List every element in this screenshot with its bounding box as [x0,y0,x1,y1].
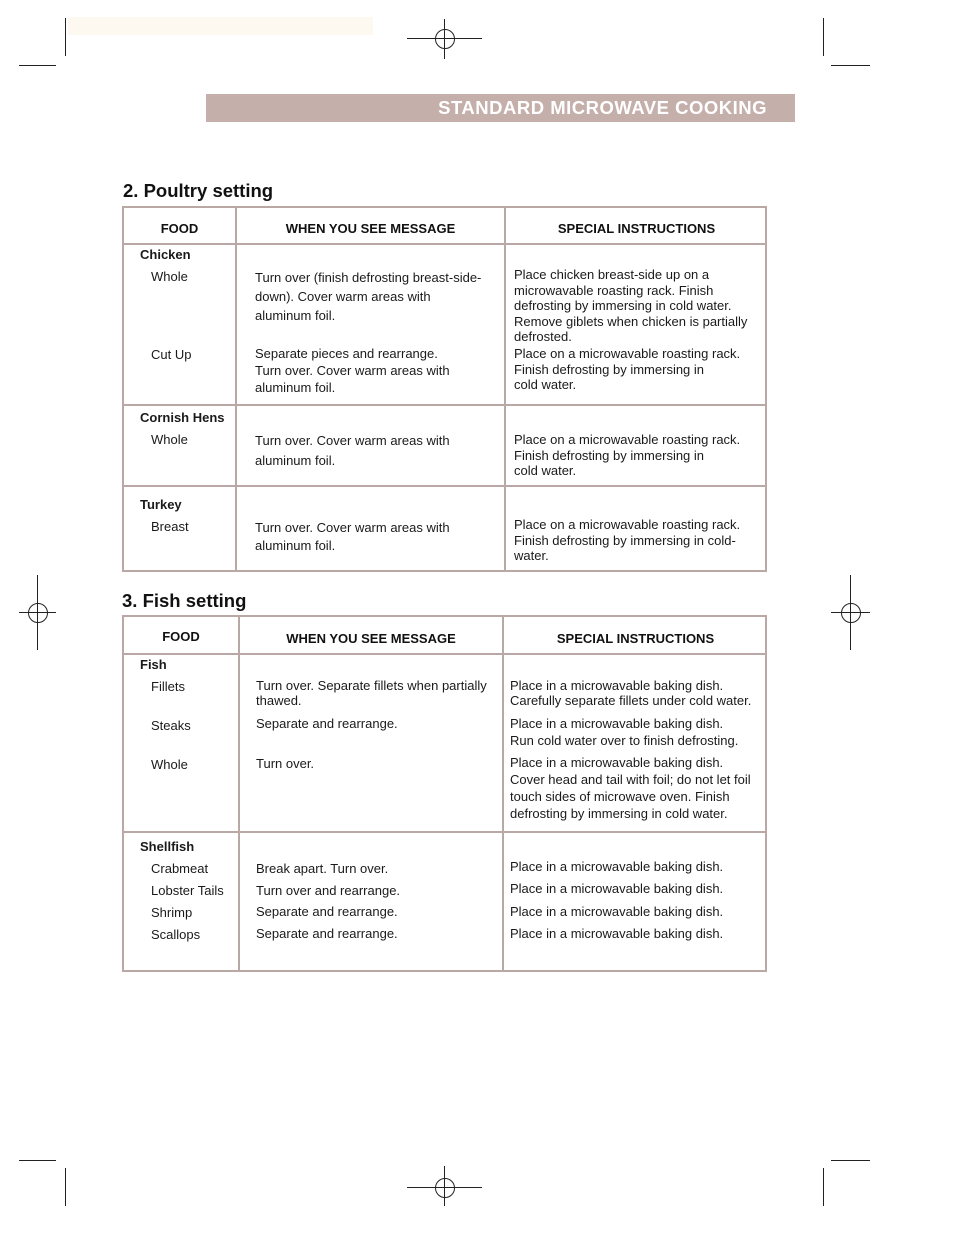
group-label-chicken: Chicken [140,247,191,262]
col-header-food: FOOD [160,221,199,236]
crop-mark [65,1168,66,1206]
instructions-cell: Place on a microwavable roasting rack. Finish defrosting by immersing in cold water. [514,346,741,393]
banner-title: STANDARD MICROWAVE COOKING [438,97,767,118]
food-item: Breast [151,519,189,534]
group-label-shellfish: Shellfish [140,839,195,854]
fish-table [122,615,767,972]
message-cell: Separate and rearrange. [256,904,398,919]
food-item: Lobster Tails [151,883,224,898]
section-banner [206,94,795,122]
background-tint [68,17,373,35]
message-cell: Break apart. Turn over. [256,861,389,876]
instructions-cell: Place on a microwavable roasting rack. Finish defrosting by immersing in cold water. [514,432,741,479]
crop-mark [823,18,824,56]
crop-mark [19,1160,56,1161]
crop-mark [823,1168,824,1206]
col-header-food: FOOD [162,629,200,644]
crop-mark [831,1160,870,1161]
instructions-cell: Place in a microwavable baking dish. [510,881,724,896]
food-item: Shrimp [151,905,193,920]
food-item: Crabmeat [151,861,209,876]
col-header-message: WHEN YOU SEE MESSAGE [285,221,456,236]
group-label-cornish-hens: Cornish Hens [140,410,225,425]
instructions-cell: Place in a microwavable baking dish. Carefully separate fillets under cold water. [510,678,752,708]
food-item: Whole [151,757,188,772]
message-cell: Turn over and rearrange. [256,883,401,898]
message-cell: Separate and rearrange. [256,926,398,941]
col-header-instructions: SPECIAL INSTRUCTIONS [556,631,715,646]
food-item: Scallops [151,927,201,942]
crop-mark [831,65,870,66]
message-cell: Turn over. Cover warm areas with aluminum foil. [255,433,450,468]
message-cell: Turn over. Separate fillets when partially thawed. [256,678,487,708]
crop-mark [65,18,66,56]
message-cell: Separate and rearrange. [256,716,398,731]
message-cell: Turn over (finish defrosting breast-side- down). Cover warm areas with aluminum foil. [255,270,482,323]
poultry-table [122,206,767,572]
instructions-cell: Place chicken breast-side up on a microwavable roasting rack. Finish defrosting by immersing in cold water. Remove giblets when chicken is partially defrosted. [514,267,748,345]
group-label-turkey: Turkey [140,497,182,512]
food-item: Whole [151,269,188,284]
col-header-instructions: SPECIAL INSTRUCTIONS [557,221,716,236]
instructions-cell: Place in a microwavable baking dish. [510,859,724,874]
crop-mark [19,65,56,66]
fish-section-title: 3. Fish setting [122,590,247,611]
food-item: Whole [151,432,188,447]
food-item: Steaks [151,718,191,733]
col-header-message: WHEN YOU SEE MESSAGE [286,631,456,646]
instructions-cell: Place in a microwavable baking dish. Run cold water over to finish defrosting. [510,716,739,748]
instructions-cell: Place in a microwavable baking dish. [510,926,724,941]
food-item: Fillets [151,679,185,694]
instructions-cell: Place in a microwavable baking dish. [510,904,724,919]
instructions-cell: Place on a microwavable roasting rack. Finish defrosting by immersing in cold- water. [514,517,741,564]
message-cell: Turn over. Cover warm areas with aluminum foil. [255,520,450,553]
message-cell: Turn over. [256,756,315,771]
poultry-section-title: 2. Poultry setting [123,180,274,201]
message-cell: Separate pieces and rearrange. Turn over. Cover warm areas with aluminum foil. [255,346,450,395]
food-item: Cut Up [151,347,192,362]
group-label-fish: Fish [140,657,167,672]
instructions-cell: Place in a microwavable baking dish. Cover head and tail with foil; do not let foil touch sides of microwave oven. Finish defrosting by immersing in cold water. [510,755,751,821]
